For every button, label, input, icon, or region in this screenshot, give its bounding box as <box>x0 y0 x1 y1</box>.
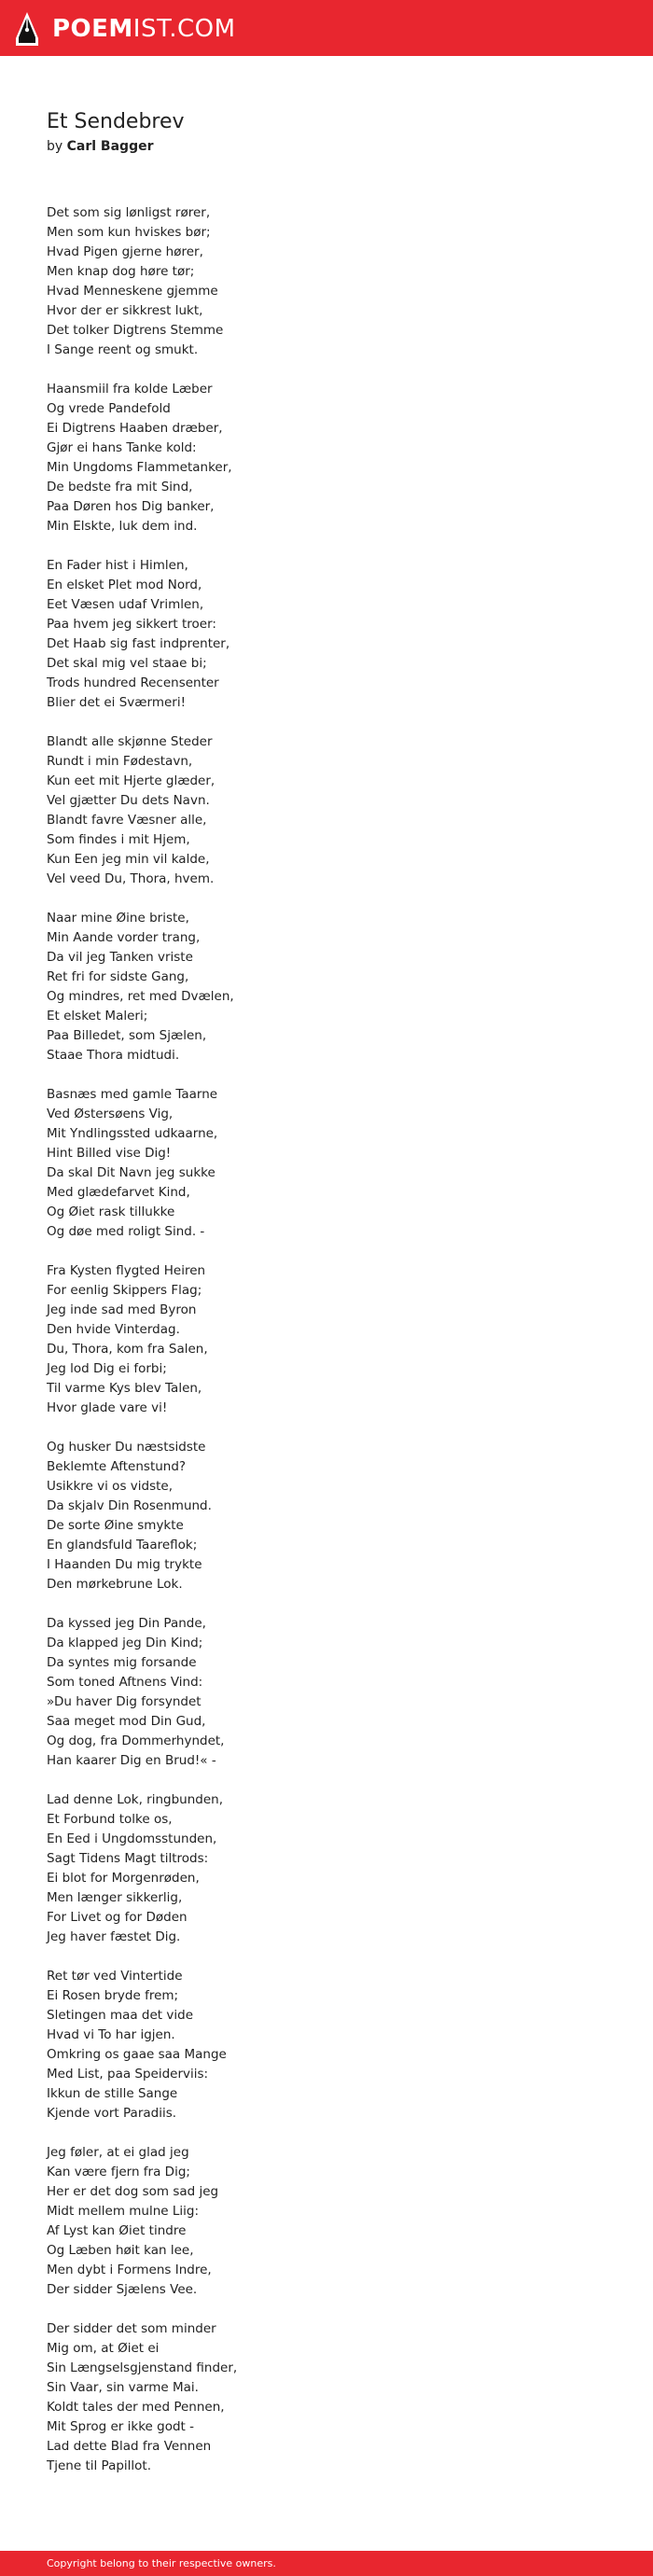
poem-stanza <box>47 2143 606 2300</box>
poem-line: Og mindres, ret med Dvælen, <box>47 989 234 1004</box>
poem-line: Min Aande vorder trang, <box>47 930 201 945</box>
poem-line: Jeg føler, at ei glad jeg <box>47 2145 189 2160</box>
poem-line: Og Læben høit kan lee, <box>47 2243 194 2258</box>
poem-line: Lad dette Blad fra Vennen <box>47 2439 212 2454</box>
poem-line: Det tolker Digtrens Stemme <box>47 323 224 338</box>
poem-line: En Eed i Ungdomsstunden, <box>47 1831 217 1846</box>
poem-line: Og Øiet rask tillukke <box>47 1204 175 1219</box>
poem-stanza <box>47 556 606 713</box>
poem-line: For eenlig Skippers Flag; <box>47 1283 202 1298</box>
poem-line: Naar mine Øine briste, <box>47 911 189 926</box>
poem-stanza <box>47 1261 606 1418</box>
poem-line: Da vil jeg Tanken vriste <box>47 950 193 965</box>
poem-line: Paa Døren hos Dig banker, <box>47 499 215 514</box>
poem-line: Og dog, fra Dommerhyndet, <box>47 1734 225 1748</box>
poem-stanza <box>47 380 606 536</box>
poem-line: Det som sig lønligst rører, <box>47 205 211 220</box>
poem-stanza <box>47 1790 606 1947</box>
poem-stanza <box>47 1967 606 2123</box>
poem-line: Trods hundred Recensenter <box>47 675 219 690</box>
poem-line: Vel veed Du, Thora, hvem. <box>47 871 215 886</box>
poem-stanza <box>47 2319 606 2476</box>
poem-line: Mig om, at Øiet ei <box>47 2341 160 2356</box>
poem-line: Den mørkebrune Lok. <box>47 1577 183 1592</box>
poem-line: Paa Billedet, som Sjælen, <box>47 1028 207 1043</box>
poem-line: Kun eet mit Hjerte glæder, <box>47 773 215 788</box>
poem-line: Hvad Menneskene gjemme <box>47 284 218 299</box>
poem-line: De sorte Øine smykte <box>47 1518 184 1533</box>
poem-line: Ei Digtrens Haaben dræber, <box>47 421 223 436</box>
site-header <box>0 0 653 56</box>
poem-line: Der sidder Sjælens Vee. <box>47 2282 198 2297</box>
poem-line: Og døe med roligt Sind. - <box>47 1224 205 1239</box>
author-link[interactable]: Carl Bagger <box>66 139 154 154</box>
poem-line: Da klapped jeg Din Kind; <box>47 1636 203 1650</box>
poem-stanza <box>47 203 606 360</box>
poem-line: Basnæs med gamle Taarne <box>47 1087 218 1102</box>
brand-light-part: IST.COM <box>132 15 236 43</box>
poem-line: I Haanden Du mig trykte <box>47 1557 202 1572</box>
poem-line: Paa hvem jeg sikkert troer: <box>47 617 216 632</box>
poem-line: Som findes i mit Hjem, <box>47 832 190 847</box>
poem-line: Beklemte Aftenstund? <box>47 1459 187 1474</box>
poem-line: Vel gjætter Du dets Navn. <box>47 793 210 808</box>
poem-line: I Sange reent og smukt. <box>47 342 199 357</box>
poem-line: Blandt favre Væsner alle, <box>47 813 207 828</box>
poem-line: Ikkun de stille Sange <box>47 2086 178 2101</box>
poem-line: Men knap dog høre tør; <box>47 264 195 279</box>
poem-byline <box>47 137 153 156</box>
poem-line: Gjør ei hans Tanke kold: <box>47 440 197 455</box>
poem-line: Fra Kysten flygted Heiren <box>47 1263 206 1278</box>
poem-line: Ret tør ved Vintertide <box>47 1969 183 1984</box>
poem-line: Hvad vi To har igjen. <box>47 2027 175 2042</box>
poem-line: Da skal Dit Navn jeg sukke <box>47 1165 215 1180</box>
poem-line: Af Lyst kan Øiet tindre <box>47 2223 187 2238</box>
poem-line: Hvor glade vare vi! <box>47 1400 168 1415</box>
poem-line: Ret fri for sidste Gang, <box>47 969 189 984</box>
poem-line: De bedste fra mit Sind, <box>47 480 193 494</box>
poem-body <box>47 203 606 2496</box>
poem-line: Der sidder det som minder <box>47 2321 216 2336</box>
poem-line: En glandsfuld Taareflok; <box>47 1538 198 1553</box>
poem-line: Kun Een jeg min vil kalde, <box>47 852 210 867</box>
poem-line: Blier det ei Sværmeri! <box>47 695 187 710</box>
poem-line: Sletingen maa det vide <box>47 2008 194 2023</box>
poem-line: Min Ungdoms Flammetanker, <box>47 460 232 475</box>
poem-line: Usikkre vi os vidste, <box>47 1479 173 1494</box>
poem-line: Sin Vaar, sin varme Mai. <box>47 2380 199 2395</box>
poem-line: Lad denne Lok, ringbunden, <box>47 1792 224 1807</box>
poem-line: Min Elskte, luk dem ind. <box>47 519 198 534</box>
poem-line: Men længer sikkerlig, <box>47 1890 183 1905</box>
poem-line: Sin Længselsgjenstand finder, <box>47 2360 238 2375</box>
poem-line: Da syntes mig forsande <box>47 1655 197 1670</box>
poem-line: Omkring os gaae saa Mange <box>47 2047 227 2062</box>
poem-line: Kan være fjern fra Dig; <box>47 2165 190 2179</box>
poem-line: Hint Billed vise Dig! <box>47 1146 172 1161</box>
poem-line: Sagt Tidens Magt tiltrods: <box>47 1851 209 1866</box>
poem-line: For Livet og for Døden <box>47 1910 188 1925</box>
poem-line: Og vrede Pandefold <box>47 401 171 416</box>
site-brand-name <box>52 15 236 43</box>
poem-line: Koldt tales der med Pennen, <box>47 2400 225 2415</box>
poem-line: Ei blot for Morgenrøden, <box>47 1871 200 1886</box>
site-footer <box>0 2551 653 2576</box>
poem-line: Mit Yndlingssted udkaarne, <box>47 1126 218 1141</box>
poem-line: Med glædefarvet Kind, <box>47 1185 190 1200</box>
poem-line: Han kaarer Dig en Brud!« - <box>47 1753 216 1768</box>
pen-nib-icon <box>15 11 39 47</box>
poem-line: Det skal mig vel staae bi; <box>47 656 207 671</box>
poem-line: Jeg inde sad med Byron <box>47 1302 197 1317</box>
brand-bold-part: POEM <box>52 15 133 43</box>
poem-line: Et Forbund tolke os, <box>47 1812 173 1827</box>
poem-line: Hvor der er sikkrest lukt, <box>47 303 203 318</box>
poem-line: Her er det dog som sad jeg <box>47 2184 219 2199</box>
poem-line: Hvad Pigen gjerne hører, <box>47 244 203 259</box>
poem-line: Ei Rosen bryde frem; <box>47 1988 179 2003</box>
poem-line: Men dybt i Formens Indre, <box>47 2263 212 2277</box>
poem-line: Da kyssed jeg Din Pande, <box>47 1616 206 1631</box>
poem-stanza <box>47 1085 606 1242</box>
poem-title: Et Sendebrev <box>47 110 185 133</box>
poem-line: Det Haab sig fast indprenter, <box>47 636 230 651</box>
poem-line: Du, Thora, kom fra Salen, <box>47 1342 208 1357</box>
poem-line: Staae Thora midtudi. <box>47 1048 180 1063</box>
poem-line: Saa meget mod Din Gud, <box>47 1714 206 1729</box>
poem-line: Tjene til Papillot. <box>47 2458 152 2473</box>
poem-line: »Du haver Dig forsyndet <box>47 1694 201 1709</box>
byline-prefix: by <box>47 139 63 154</box>
poem-line: Ved Østersøens Vig, <box>47 1107 174 1121</box>
poem-line: En elsket Plet mod Nord, <box>47 578 202 592</box>
poem-line: Blandt alle skjønne Steder <box>47 734 213 749</box>
poem-line: Til varme Kys blev Talen, <box>47 1381 202 1396</box>
poem-stanza <box>47 732 606 889</box>
poem-line: Da skjalv Din Rosenmund. <box>47 1498 212 1513</box>
poem-stanza <box>47 909 606 1065</box>
poem-line: Og husker Du næstsidste <box>47 1440 206 1455</box>
poem-stanza <box>47 1438 606 1594</box>
site-logo-link[interactable] <box>15 10 236 48</box>
poem-line: Kjende vort Paradiis. <box>47 2106 177 2121</box>
poem-line: Jeg haver fæstet Dig. <box>47 1929 181 1944</box>
poem-line: Jeg lod Dig ei forbi; <box>47 1361 167 1376</box>
poem-stanza <box>47 1614 606 1771</box>
poem-line: Den hvide Vinterdag. <box>47 1322 180 1337</box>
poem-line: Eet Væsen udaf Vrimlen, <box>47 597 204 612</box>
poem-line: Men som kun hviskes bør; <box>47 225 211 240</box>
poem-line: Midt mellem mulne Liig: <box>47 2204 200 2219</box>
poem-line: Rundt i min Fødestavn, <box>47 754 193 769</box>
poem-line: Med List, paa Speiderviis: <box>47 2067 209 2082</box>
copyright-notice: Copyright belong to their respective owners. <box>47 2557 276 2569</box>
poem-line: Som toned Aftnens Vind: <box>47 1675 203 1690</box>
poem-line: Mit Sprog er ikke godt - <box>47 2419 194 2434</box>
poem-line: Et elsket Maleri; <box>47 1009 148 1023</box>
poem-line: En Fader hist i Himlen, <box>47 558 188 573</box>
poem-line: Haansmiil fra kolde Læber <box>47 382 213 397</box>
